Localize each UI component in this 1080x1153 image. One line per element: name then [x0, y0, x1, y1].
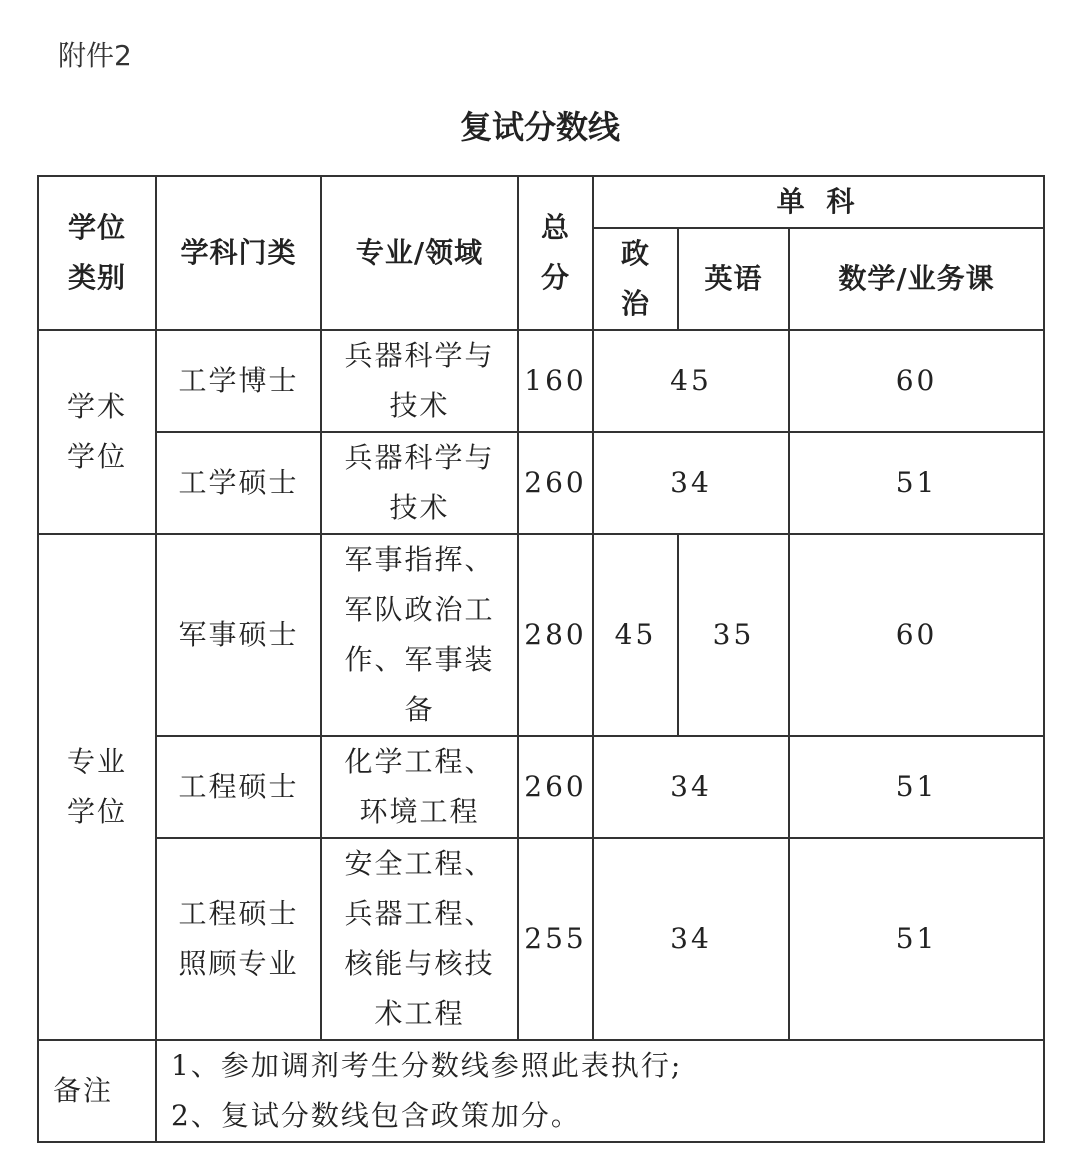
table-row: [38, 330, 1044, 432]
attachment-label: 附件2: [58, 39, 132, 72]
header-single-subject: 单 科: [593, 176, 1044, 228]
table-row: [38, 432, 1044, 534]
notes-row: [38, 1040, 1044, 1142]
discipline-cell: 工程硕士: [156, 736, 321, 838]
discipline-cell: 工学硕士: [156, 432, 321, 534]
total-cell: 280: [518, 534, 593, 736]
politics-english-cell: 34: [593, 432, 789, 534]
politics-english-cell: 34: [593, 838, 789, 1040]
notes-content: [156, 1040, 1044, 1142]
total-cell: 160: [518, 330, 593, 432]
note-line: 2、复试分数线包含政策加分。: [171, 1099, 581, 1132]
header-english: 英语: [678, 228, 789, 330]
table-row: [38, 736, 1044, 838]
total-cell: 260: [518, 432, 593, 534]
header-math: 数学/业务课: [789, 228, 1044, 330]
math-cell: 60: [789, 534, 1044, 736]
header-row-1: [38, 176, 1044, 228]
math-cell: 60: [789, 330, 1044, 432]
discipline-cell: 工学博士: [156, 330, 321, 432]
total-cell: 260: [518, 736, 593, 838]
major-cell: 军事指挥、军队政治工作、军事装备: [321, 534, 518, 736]
math-cell: 51: [789, 432, 1044, 534]
header-politics: 政治: [593, 228, 678, 330]
math-cell: 51: [789, 736, 1044, 838]
group-professional: 专业学位: [38, 534, 156, 1040]
header-total: 总分: [518, 176, 593, 330]
group-academic: 学术学位: [38, 330, 156, 534]
table-row: [38, 534, 1044, 736]
major-cell: 兵器科学与技术: [321, 432, 518, 534]
score-table: [37, 175, 1045, 1143]
english-cell: 35: [678, 534, 789, 736]
politics-english-cell: 34: [593, 736, 789, 838]
politics-english-cell: 45: [593, 330, 789, 432]
discipline-cell: 军事硕士: [156, 534, 321, 736]
header-major: 专业/领域: [321, 176, 518, 330]
discipline-cell: 工程硕士照顾专业: [156, 838, 321, 1040]
politics-cell: 45: [593, 534, 678, 736]
major-cell: 化学工程、环境工程: [321, 736, 518, 838]
major-cell: 兵器科学与技术: [321, 330, 518, 432]
note-line: 1、参加调剂考生分数线参照此表执行;: [171, 1049, 683, 1082]
table-row: [38, 838, 1044, 1040]
notes-label: 备注: [38, 1040, 156, 1142]
total-cell: 255: [518, 838, 593, 1040]
page-title: 复试分数线: [459, 108, 620, 146]
major-cell: 安全工程、兵器工程、核能与核技术工程: [321, 838, 518, 1040]
header-discipline: 学科门类: [156, 176, 321, 330]
math-cell: 51: [789, 838, 1044, 1040]
header-degree-type: 学位类别: [38, 176, 156, 330]
